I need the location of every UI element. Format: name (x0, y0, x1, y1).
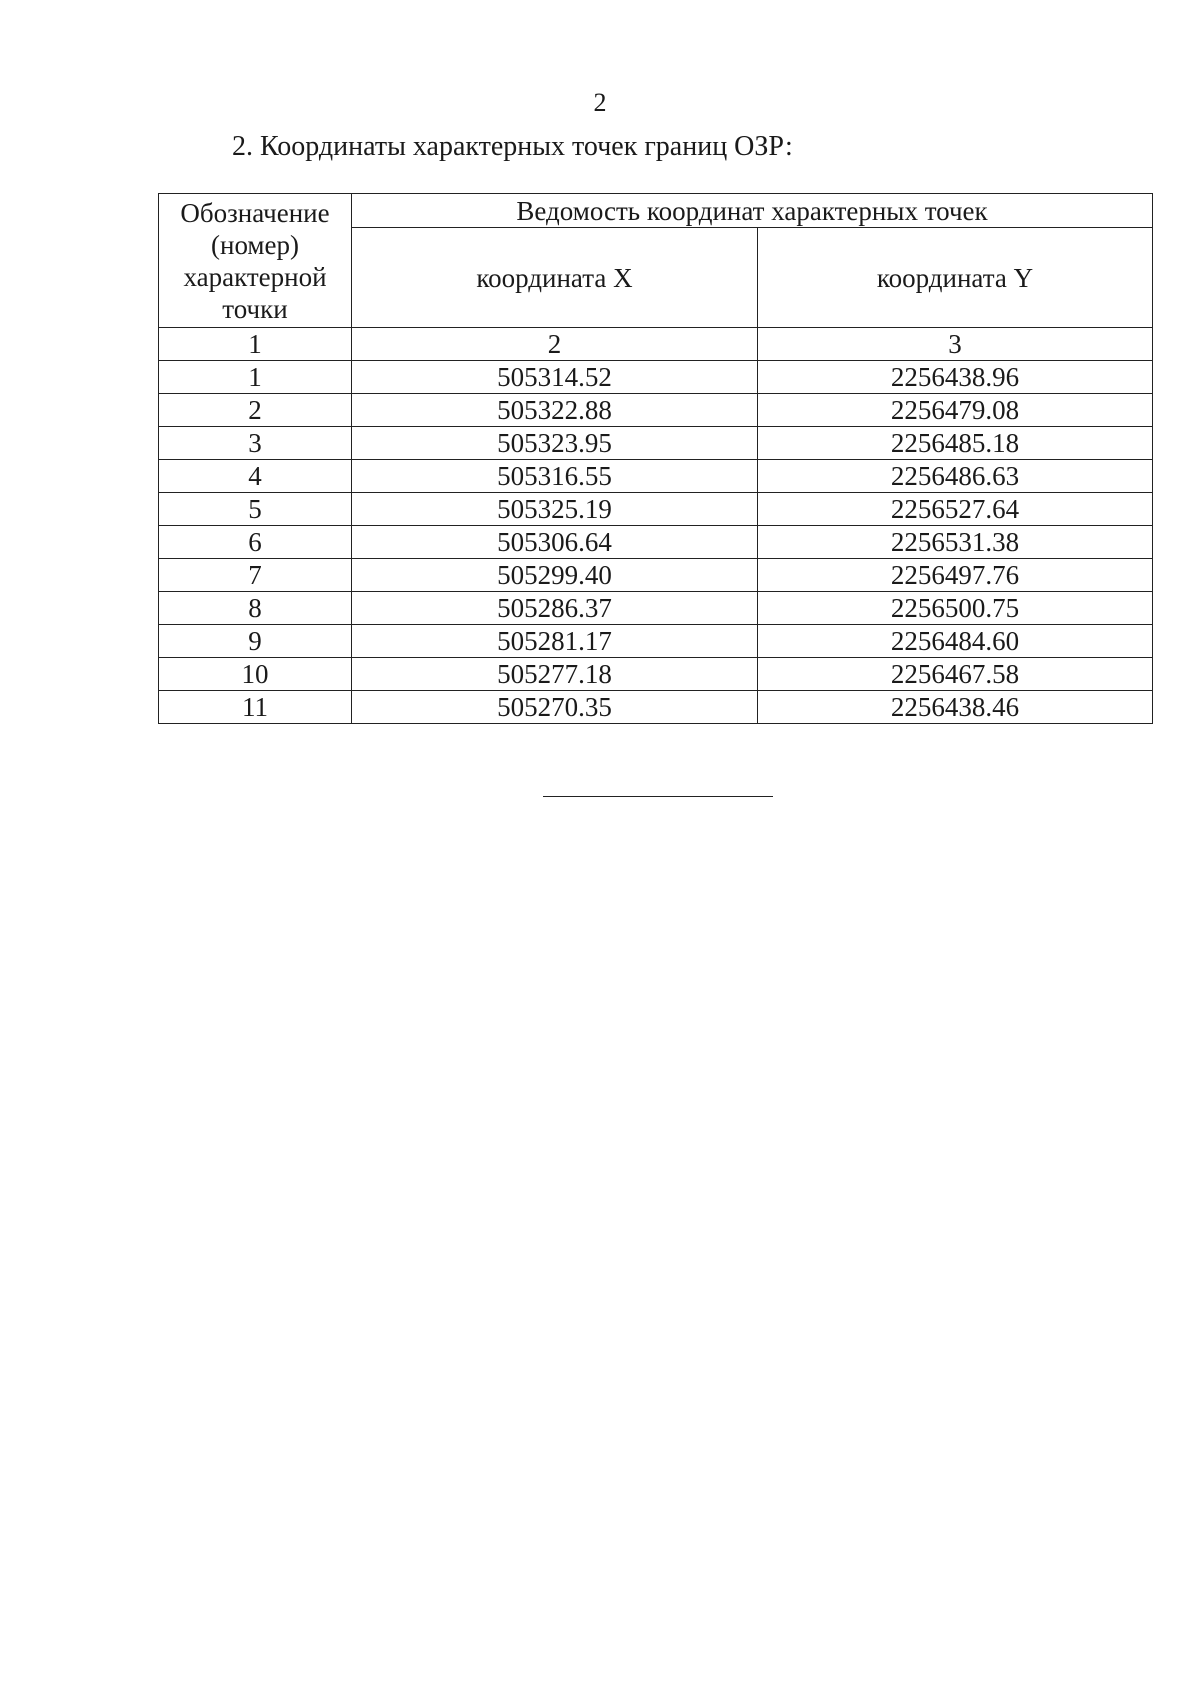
coordinate-y-cell: 2256500.75 (758, 592, 1153, 625)
point-number-cell: 2 (159, 394, 352, 427)
coordinate-x-cell: 505286.37 (352, 592, 758, 625)
column-number: 2 (352, 328, 758, 361)
coordinate-x-cell: 505270.35 (352, 691, 758, 724)
column-number-row (159, 328, 1153, 361)
table-row (159, 691, 1153, 724)
table-row (159, 592, 1153, 625)
point-number-cell: 6 (159, 526, 352, 559)
end-of-document-rule (543, 796, 773, 797)
section-heading: 2. Координаты характерных точек границ ОЗР: (232, 131, 793, 162)
coordinate-x-cell: 505322.88 (352, 394, 758, 427)
table-row (159, 394, 1153, 427)
header-coordinate-x: координата X (352, 228, 758, 328)
point-number-cell: 1 (159, 361, 352, 394)
coordinate-x-cell: 505314.52 (352, 361, 758, 394)
point-number-cell: 11 (159, 691, 352, 724)
coordinate-x-cell: 505325.19 (352, 493, 758, 526)
point-number-cell: 5 (159, 493, 352, 526)
point-number-cell: 8 (159, 592, 352, 625)
coordinate-y-cell: 2256497.76 (758, 559, 1153, 592)
coordinate-y-cell: 2256531.38 (758, 526, 1153, 559)
coordinate-y-cell: 2256438.96 (758, 361, 1153, 394)
table-row (159, 559, 1153, 592)
column-number: 3 (758, 328, 1153, 361)
point-number-cell: 4 (159, 460, 352, 493)
coordinate-x-cell: 505281.17 (352, 625, 758, 658)
table-row (159, 460, 1153, 493)
point-number-cell: 7 (159, 559, 352, 592)
coordinate-x-cell: 505316.55 (352, 460, 758, 493)
point-number-cell: 9 (159, 625, 352, 658)
coordinate-x-cell: 505306.64 (352, 526, 758, 559)
coordinate-y-cell: 2256486.63 (758, 460, 1153, 493)
coordinate-y-cell: 2256527.64 (758, 493, 1153, 526)
table-row (159, 493, 1153, 526)
coordinate-x-cell: 505323.95 (352, 427, 758, 460)
header-coordinate-y: координата Y (758, 228, 1153, 328)
table-row (159, 625, 1153, 658)
coordinate-x-cell: 505277.18 (352, 658, 758, 691)
coordinate-y-cell: 2256484.60 (758, 625, 1153, 658)
column-number: 1 (159, 328, 352, 361)
page-number: 2 (593, 88, 607, 117)
table-row (159, 361, 1153, 394)
coordinate-y-cell: 2256479.08 (758, 394, 1153, 427)
table-row (159, 427, 1153, 460)
point-number-cell: 3 (159, 427, 352, 460)
point-number-cell: 10 (159, 658, 352, 691)
coordinate-y-cell: 2256467.58 (758, 658, 1153, 691)
coordinates-table (158, 193, 1153, 724)
table-row (159, 658, 1153, 691)
coordinate-y-cell: 2256438.46 (758, 691, 1153, 724)
table-row (159, 526, 1153, 559)
header-point-designation: Обозначение (номер) характерной точки (159, 194, 352, 328)
coordinate-y-cell: 2256485.18 (758, 427, 1153, 460)
coordinate-x-cell: 505299.40 (352, 559, 758, 592)
header-coordinates-group: Ведомость координат характерных точек (352, 194, 1153, 228)
